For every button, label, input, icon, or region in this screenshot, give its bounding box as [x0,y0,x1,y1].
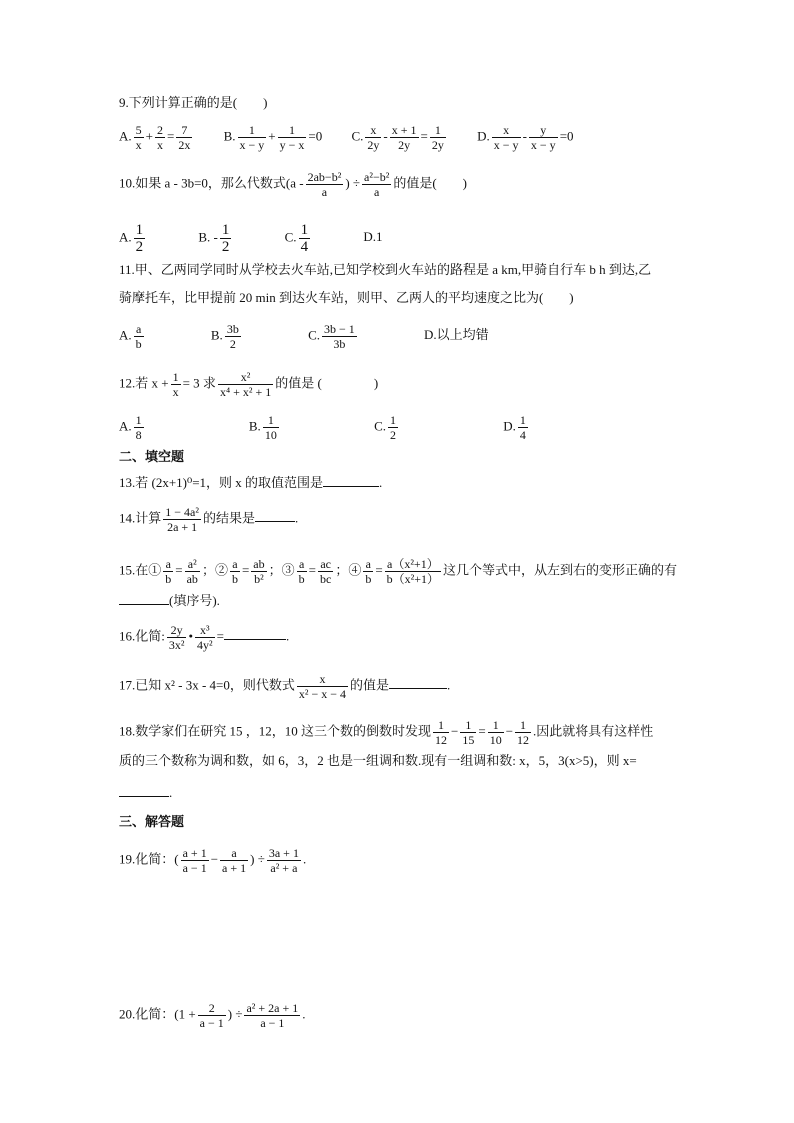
numerator: y [529,123,558,138]
q10-options [119,222,408,255]
denominator: 2a + 1 [167,520,198,534]
stem-text: 的结果是 [202,510,255,526]
stem-text: 20.化简：(1 + [119,1006,196,1022]
denominator: x − y [239,138,265,152]
fraction [185,557,200,586]
stem-text: 18.数学家们在研究 15 ，12，10 这三个数的倒数时发现 [119,723,432,739]
answer-blank[interactable] [119,592,169,605]
fraction [297,672,348,701]
fraction [529,123,558,152]
q17 [119,672,450,701]
q11-option-a [119,322,146,351]
stem-text: 19.化简：( [119,851,179,867]
fraction [134,123,144,152]
stem-text: . [286,628,290,644]
denominator: 2y [367,138,380,152]
numerator: 1 [172,370,179,384]
equals: =0 [559,128,574,144]
q9-option-b [224,123,323,152]
equals: =0 [308,128,323,144]
answer-blank[interactable] [119,784,169,797]
stem-text: . [302,851,307,867]
fraction [388,413,398,442]
stem-text: . [294,510,299,526]
answer-blank[interactable] [255,509,295,522]
q18-line3 [119,784,172,801]
fraction [492,123,521,152]
numerator: ac [318,557,333,572]
fraction [263,413,279,442]
fraction [230,557,240,586]
numerator: 1 − 4a² [165,505,199,519]
q12-option-d [503,413,530,442]
q10-option-a [119,222,147,255]
denominator: 15 [462,733,475,747]
q15 [119,557,677,586]
option-label: C. [308,327,320,343]
fraction [220,846,248,875]
equals: = [241,562,250,578]
numerator: 1 [515,718,531,733]
numerator: 3a + 1 [268,846,299,860]
denominator: 2 [389,428,396,442]
stem-text: . [169,785,173,800]
section-heading-fill-in: 二、填空题 [119,449,185,464]
denominator: x [172,385,179,399]
numerator: 2ab−b² [307,170,342,184]
stem-text: ；② [201,562,228,578]
fraction [433,718,449,747]
stem-text: 这几个等式中，从左到右的变形正确的有 [443,562,678,578]
stem-text: . [447,677,451,693]
q12-option-b [249,413,281,442]
numerator: 1 [238,123,267,138]
operator: - [522,128,527,144]
fraction [171,370,181,399]
q10-option-c [285,222,312,255]
fraction [176,123,192,152]
stem-text: 14.计算 [119,510,162,526]
numerator: 2 [156,123,163,137]
operator: + [145,128,153,144]
fraction [322,322,357,351]
stem-text: 17.已知 x² - 3x - 4=0，则代数式 [119,677,295,693]
numerator: 1 [433,718,449,733]
option-label: A. [119,418,132,434]
answer-blank[interactable] [389,676,447,689]
stem-text: ；④ [335,562,362,578]
option-label: B. [210,327,223,343]
numerator: 1 [519,413,526,427]
equals: = [308,562,316,578]
denominator: x − y [530,138,556,152]
denominator: 2y [431,138,444,152]
option-label: C. [284,229,297,245]
denominator: x² − x − 4 [298,687,347,701]
numerator: x [492,123,521,138]
denominator: x [156,138,163,152]
denominator: 3b [333,337,346,351]
fraction [299,222,311,255]
q14 [119,505,298,534]
stem-text: ) ÷ [345,175,361,191]
equals: = [216,628,224,644]
numerator: a（x²+1） [385,557,441,572]
stem-text: ；③ [268,562,295,578]
q19 [119,846,306,875]
fraction [318,557,333,586]
denominator: b [365,572,372,586]
denominator: a − 1 [182,861,207,875]
q12-stem [119,370,378,399]
numerator: 3b [226,322,239,336]
denominator: 2 [135,239,144,255]
option-label: A. [119,229,132,245]
stem-text: 10.如果 a - 3b=0，那么代数式(a - [119,175,304,191]
denominator: a − 1 [260,1016,285,1030]
numerator: x [297,672,348,687]
denominator: x⁴ + x² + 1 [219,385,272,399]
fraction [134,222,146,255]
denominator: y − x [279,138,305,152]
numerator: a + 1 [182,846,207,860]
q15-line2 [119,592,220,609]
fraction [198,1001,226,1030]
stem-text: 16.化简: [119,628,165,644]
q11-option-c [308,322,359,351]
fraction [267,846,301,875]
denominator: 10 [264,428,277,442]
q9-option-c [352,123,448,152]
numerator: 1 [389,413,396,427]
q12-option-a [119,413,146,442]
denominator: a² + a [270,861,298,875]
denominator: 4 [300,239,309,255]
denominator: b² [254,572,264,586]
fraction [181,846,209,875]
q13 [119,474,382,491]
fraction [251,557,266,586]
equals: = [166,128,175,144]
denominator: x − y [493,138,519,152]
denominator: 2y [398,138,411,152]
equals: = [375,562,383,578]
denominator: 3x² [168,638,185,652]
fraction [278,123,307,152]
option-label: B. [223,128,236,144]
numerator: 1 [263,413,279,428]
fraction [385,557,441,586]
fraction [515,718,531,747]
q11-option-b [211,322,243,351]
numerator: 1 [488,718,504,733]
fraction [134,322,144,351]
stem-text: 15.在① [119,562,162,578]
denominator: a [374,185,380,199]
answer-blank[interactable] [224,627,286,640]
q9-stem: 9.下列计算正确的是( ) [119,95,268,110]
numerator: 1 [278,123,307,138]
numerator: 1 [221,222,230,238]
denominator: 2 [221,239,230,255]
option-label: A. [119,128,132,144]
operator: - [383,128,388,144]
fraction [244,1001,300,1030]
numerator: ab [253,557,265,571]
numerator: x³ [195,623,215,638]
section-heading-solutions: 三、解答题 [119,814,185,829]
fraction [163,557,173,586]
denominator: b [231,572,238,586]
q11-line1: 11.甲、乙两同学同时从学校去火车站,已知学校到火车站的路程是 a km,甲骑自行车 b h 到达,乙 [119,262,652,277]
stem-text: 的值是( ) [393,175,467,191]
stem-text: 的值是 ( ) [275,375,379,391]
stem-text: = 3 求 [182,375,216,391]
operator: + [268,128,276,144]
q16 [119,623,289,652]
denominator: a + 1 [222,861,247,875]
denominator: b [165,572,172,586]
numerator: 1 [135,222,144,238]
operator: − [210,851,219,867]
fraction [218,370,273,399]
q10-option-d: D.1 [363,229,383,245]
equals: = [175,562,183,578]
fraction [225,322,241,351]
numerator: x + 1 [391,123,417,137]
q11-line2: 骑摩托车，比甲提前 20 min 到达火车站，则甲、乙两人的平均速度之比为( ) [119,290,574,305]
numerator: a [134,322,144,337]
numerator: 2y [167,623,187,638]
stem-text: 13.若 (2x+1)⁰=1，则 x 的取值范围是 [119,475,324,490]
denominator: 12 [435,733,448,747]
numerator: 1 [460,718,476,733]
option-label: B. - [198,229,218,245]
fraction [155,123,165,152]
fraction [460,718,476,747]
denominator: bc [319,572,332,586]
option-label: B. [248,418,261,434]
fraction [430,123,446,152]
stem-text: . [302,1006,306,1022]
numerator: a [363,557,373,572]
numerator: a² + 2a + 1 [246,1001,299,1015]
fraction [518,413,528,442]
numerator: x² [218,370,273,385]
fraction [297,557,307,586]
stem-text: 的值是 [350,677,390,693]
stem-text: .因此就将具有这样性 [533,723,654,739]
fraction [488,718,504,747]
q9-option-a [119,123,194,152]
q10-stem [119,170,467,199]
answer-blank[interactable] [323,474,379,487]
numerator: 1 [135,413,142,427]
fraction [362,170,391,199]
denominator: b [135,337,142,351]
q11-option-d: D.以上均错 [424,327,489,343]
option-label: A. [119,327,132,343]
numerator: a [163,557,173,572]
denominator: 4y² [197,638,213,652]
option-label: D. [503,418,516,434]
fraction [365,123,381,152]
fraction [195,623,215,652]
stem-text: ) ÷ [250,851,265,867]
equals: = [420,128,428,144]
numerator: a²−b² [364,170,390,184]
numerator: x [365,123,381,138]
fraction [220,222,232,255]
numerator: 3b − 1 [323,322,355,336]
denominator: b（x²+1） [386,572,440,586]
fraction [238,123,267,152]
stem-text: 12.若 x + [119,375,169,391]
fraction [134,413,144,442]
q12-options [119,413,556,442]
denominator: b [298,572,305,586]
denominator: 12 [517,733,530,747]
denominator: 8 [135,428,142,442]
operator: − [451,723,459,739]
numerator: a [230,557,240,572]
q11-options [119,322,515,351]
denominator: a − 1 [199,1016,224,1030]
denominator: x [135,138,142,152]
operator: − [505,723,514,739]
operator: • [188,628,194,644]
denominator: 10 [489,733,502,747]
q12-option-c [374,413,400,442]
fraction [363,557,373,586]
numerator: 2 [198,1001,226,1016]
equals: = [478,723,486,739]
denominator: 2x [178,138,191,152]
numerator: 1 [430,123,446,138]
numerator: a [297,557,307,572]
fraction [167,623,187,652]
fraction [390,123,419,152]
denominator: 4 [519,428,526,442]
option-label: C. [351,128,364,144]
numerator: 5 [135,123,142,137]
q10-option-b [198,222,233,255]
q18-line1 [119,718,653,747]
numerator: 1 [300,222,309,238]
q9-options [119,123,600,152]
stem-text: ) ÷ [227,1006,243,1022]
numerator: 7 [176,123,192,138]
q18-line2: 质的三个数称为调和数，如 6，3，2 也是一组调和数.现有一组调和数: x，5，3(x>5)，则 x= [119,753,637,768]
option-label: D. [477,128,490,144]
numerator: a² [185,557,200,572]
denominator: 2 [229,337,236,351]
numerator: a [220,846,248,861]
denominator: ab [186,572,198,586]
stem-text: (填序号). [169,593,220,608]
fraction [163,505,201,534]
stem-text: . [379,475,383,490]
fraction [306,170,344,199]
option-label: C. [374,418,386,434]
q9-option-d [477,123,573,152]
q20 [119,1001,306,1030]
denominator: a [321,185,328,199]
